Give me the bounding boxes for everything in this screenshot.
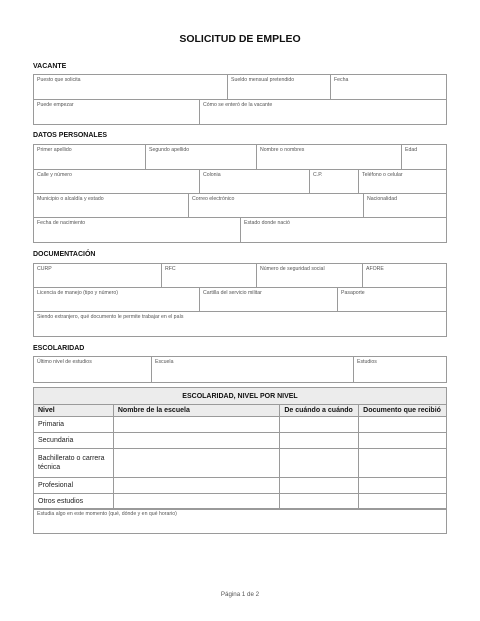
table-cell[interactable] xyxy=(113,433,279,449)
nss-field[interactable]: Número de seguridad social xyxy=(257,264,363,287)
table-caption-row xyxy=(34,388,447,405)
extranjero-field[interactable]: Siendo extranjero, qué documento le permite trabajar en el país xyxy=(37,314,184,320)
puesto-field[interactable]: Puesto que solicita xyxy=(34,75,228,99)
column-header-escuela: Nombre de la escuela xyxy=(113,405,279,417)
section-documentacion-heading: DOCUMENTACIÓN xyxy=(33,251,96,258)
segundo-apellido-field[interactable]: Segundo apellido xyxy=(146,145,257,169)
table-row xyxy=(34,417,447,433)
datos-grid xyxy=(33,144,447,243)
column-header-nivel: Nivel xyxy=(34,405,114,417)
row-label-primaria: Primaria xyxy=(34,417,114,433)
cartilla-field[interactable]: Cartilla del servicio militar xyxy=(200,288,338,311)
estudios-field[interactable]: Estudios xyxy=(357,359,377,365)
table-header-row xyxy=(34,405,447,417)
fecha-nacimiento-field[interactable]: Fecha de nacimiento xyxy=(34,218,241,242)
estudia-field[interactable]: Estudia algo en este momento (qué, dónde y en qué horario) xyxy=(37,511,177,517)
empezar-field[interactable]: Puede empezar xyxy=(34,100,200,124)
estado-nacio-field[interactable]: Estado donde nació xyxy=(244,220,290,226)
cp-field[interactable]: C.P. xyxy=(310,170,359,193)
section-datos-heading: DATOS PERSONALES xyxy=(33,132,108,139)
page-title: SOLICITUD DE EMPLEO xyxy=(179,33,301,45)
primer-apellido-field[interactable]: Primer apellido xyxy=(34,145,146,169)
table-cell[interactable] xyxy=(113,478,279,494)
telefono-field[interactable]: Teléfono o celular xyxy=(362,172,403,178)
table-cell[interactable] xyxy=(280,433,359,449)
row-label-profesional: Profesional xyxy=(34,478,114,494)
nacionalidad-field[interactable]: Nacionalidad xyxy=(367,196,397,202)
nivel-estudios-field[interactable]: Último nivel de estudios xyxy=(34,357,152,382)
table-row xyxy=(34,449,447,478)
rfc-field[interactable]: RFC xyxy=(162,264,257,287)
nombres-field[interactable]: Nombre o nombres xyxy=(257,145,402,169)
table-cell[interactable] xyxy=(280,417,359,433)
section-vacante-heading: VACANTE xyxy=(33,63,67,70)
colonia-field[interactable]: Colonia xyxy=(200,170,310,193)
calle-field[interactable]: Calle y número xyxy=(34,170,200,193)
correo-field[interactable]: Correo electrónico xyxy=(189,194,364,217)
escuela-field[interactable]: Escuela xyxy=(152,357,354,382)
table-cell[interactable] xyxy=(359,433,447,449)
curp-field[interactable]: CURP xyxy=(34,264,162,287)
section-escolaridad-heading: ESCOLARIDAD xyxy=(33,345,85,352)
documentacion-grid xyxy=(33,263,447,337)
row-label-otros: Otros estudios xyxy=(34,494,114,510)
pasaporte-field[interactable]: Pasaporte xyxy=(341,290,365,296)
table-cell[interactable] xyxy=(280,449,359,478)
estudia-grid xyxy=(33,508,447,534)
escolaridad-table xyxy=(33,387,447,510)
entero-field[interactable]: Cómo se enteró de la vacante xyxy=(203,102,273,108)
row-label-secundaria: Secundaria xyxy=(34,433,114,449)
edad-field[interactable]: Edad xyxy=(405,147,418,153)
table-row xyxy=(34,478,447,494)
table-caption: ESCOLARIDAD, NIVEL POR NIVEL xyxy=(34,388,447,405)
table-cell[interactable] xyxy=(113,417,279,433)
table-cell[interactable] xyxy=(280,478,359,494)
table-row xyxy=(34,433,447,449)
row-label-bachillerato: Bachillerato o carrera técnica xyxy=(34,449,114,478)
municipio-field[interactable]: Municipio o alcaldía y estado xyxy=(34,194,189,217)
table-cell[interactable] xyxy=(359,449,447,478)
vacante-grid xyxy=(33,74,447,125)
table-cell[interactable] xyxy=(359,417,447,433)
escolaridad-grid xyxy=(33,356,447,383)
sueldo-field[interactable]: Sueldo mensual pretendido xyxy=(228,75,331,99)
fecha-field[interactable]: Fecha xyxy=(334,77,349,83)
afore-field[interactable]: AFORE xyxy=(366,266,384,272)
page-number: Página 1 de 2 xyxy=(220,591,260,598)
column-header-fechas: De cuándo a cuándo xyxy=(280,405,359,417)
licencia-field[interactable]: Licencia de manejo (tipo y número) xyxy=(34,288,200,311)
column-header-documento: Documento que recibió xyxy=(359,405,447,417)
table-cell[interactable] xyxy=(113,449,279,478)
table-cell[interactable] xyxy=(359,478,447,494)
